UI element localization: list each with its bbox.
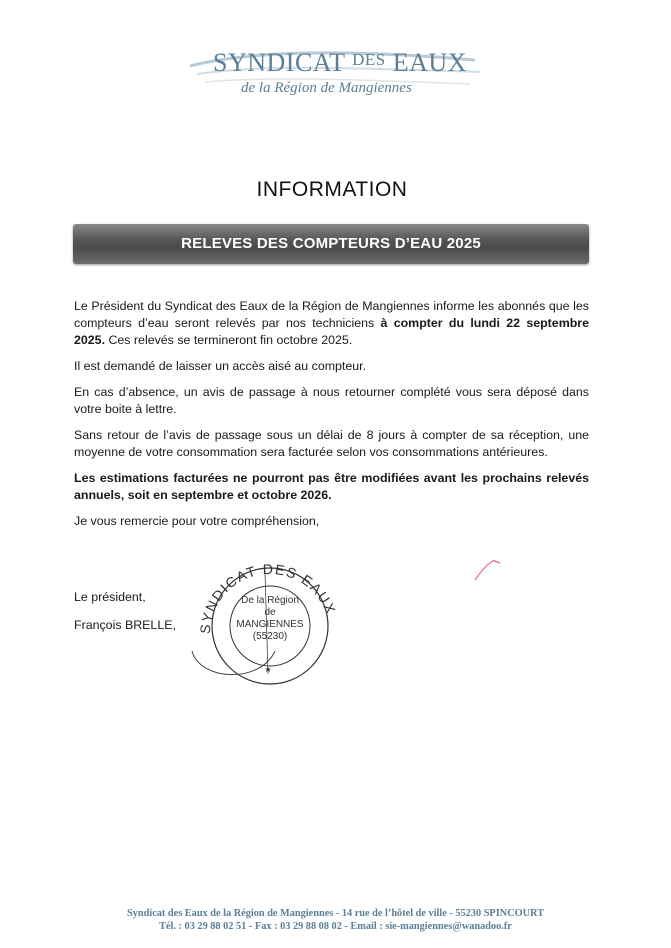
stamp-line-4: (55230) <box>252 631 288 642</box>
letterhead-subtitle: de la Région de Mangiennes <box>241 80 412 96</box>
banner <box>73 224 589 264</box>
signature-mark-icon <box>470 555 510 585</box>
stamp-ring-text: SYNDICAT DES EAUX <box>196 560 340 635</box>
footer <box>0 907 671 933</box>
stamp-line-3: MANGIENNES <box>236 619 304 630</box>
signature-role: Le président, <box>74 590 146 604</box>
star-icon: ★ <box>264 665 272 674</box>
paragraph-thanks: Je vous remercie pour votre compréhension, <box>74 514 320 528</box>
banner-text: RELEVES DES COMPTEURS D’EAU 2025 <box>181 235 481 252</box>
paragraph-estimate: Sans retour de l’avis de passage sous un délai de 8 jours à compter de sa réception, une moyenne de votre consommation sera facturée selon vos consommations antérieures. <box>74 428 589 459</box>
stamp-line-2: de <box>264 607 276 618</box>
letterhead <box>185 38 485 100</box>
paragraph-intro: Le Président du Syndicat des Eaux de la Région de Mangiennes informe les abonnés que les compteurs d’eau seront relevés par nos techniciens à compter du lundi 22 septembre 2025. Ces relevés se termineront fin octobre 2025. <box>74 299 589 347</box>
paragraph-warning: Les estimations facturées ne pourront pas être modifiées avant les prochains relevés annuels, soit en septembre et octobre 2026. <box>74 471 589 502</box>
letterhead-title: SYNDICAT $^{DES}$ EAUX <box>213 48 467 77</box>
signature-name: François BRELLE, <box>74 618 176 632</box>
signature-block <box>74 583 176 639</box>
paragraph-access: Il est demandé de laisser un accès aisé au compteur. <box>74 359 367 373</box>
footer-address: Syndicat des Eaux de la Région de Mangiennes - 14 rue de l’hôtel de ville - 55230 SPINCOURT <box>127 908 544 919</box>
letter-body <box>74 298 589 539</box>
official-stamp <box>190 556 350 686</box>
stamp-line-1: De la Région <box>241 595 299 606</box>
paragraph-absence: En cas d’absence, un avis de passage à nous retourner complété vous sera déposé dans votre boite à lettre. <box>74 385 589 416</box>
page-title: INFORMATION <box>256 178 408 201</box>
footer-contact: Tél. : 03 29 88 02 51 - Fax : 03 29 88 08 02 - Email : sie-mangiennes@wanadoo.fr <box>159 921 512 932</box>
